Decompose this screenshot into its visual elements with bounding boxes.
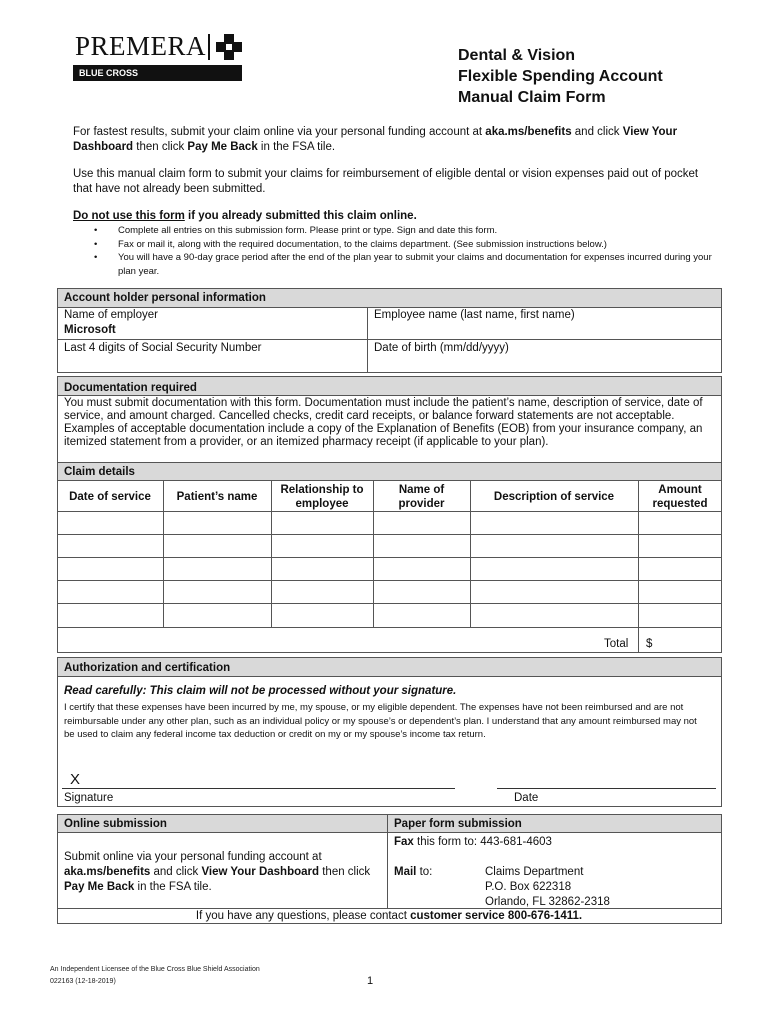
provider-cell[interactable] (377, 537, 467, 555)
online-bold: View Your Dashboard (201, 866, 320, 878)
mail-label: Mail (394, 866, 417, 878)
signature-field[interactable] (86, 770, 452, 788)
rule (57, 288, 722, 289)
benefits-link[interactable]: aka.ms/benefits (485, 126, 572, 138)
employer-label: Name of employer (64, 309, 158, 321)
rule (57, 534, 722, 535)
rule (57, 923, 722, 924)
employer-value: Microsoft (64, 324, 116, 336)
date-of-service-cell[interactable] (61, 560, 160, 578)
list-item: • You will have a 90-day grace period after the end of the plan year to submit your claims and documentation for expenses incurred during your plan year. (94, 251, 714, 278)
provider-cell[interactable] (377, 583, 467, 601)
amount-cell[interactable] (642, 537, 718, 555)
rule (57, 288, 58, 373)
description-cell[interactable] (474, 560, 635, 578)
intro-paragraph-manual: Use this manual claim form to submit your claims for reimbursement of eligible dental or vision expenses paid out of pocket that have not already been submitted. (73, 168, 699, 195)
date-of-service-cell[interactable] (61, 606, 160, 625)
rule (163, 480, 164, 628)
rule (57, 652, 722, 653)
rule (721, 288, 722, 373)
online-text: then click (319, 866, 371, 878)
instructions-list (94, 224, 714, 278)
employee-name-label: Employee name (last name, first name) (374, 309, 575, 321)
date-label: Date (514, 792, 539, 804)
form-code: 022163 (12-18-2019) (50, 978, 116, 985)
rule (638, 480, 639, 653)
amount-cell[interactable] (642, 606, 718, 625)
form-title-line: Manual Claim Form (458, 89, 606, 106)
rule (57, 480, 722, 481)
intro-paragraph-online (73, 125, 713, 155)
rule (57, 372, 722, 373)
rule (373, 480, 374, 628)
rule (470, 480, 471, 628)
rule (57, 376, 58, 462)
rule (57, 806, 722, 807)
blue-cross-icon (215, 33, 243, 61)
rule (271, 480, 272, 628)
total-amount-field[interactable] (656, 634, 718, 650)
address-line: Claims Department (485, 866, 584, 878)
list-item: • Complete all entries on this submission form. Please print or type. Sign and date this form. (94, 224, 714, 238)
paper-submission-header: Paper form submission (394, 818, 522, 830)
logo-band: BLUE CROSS (73, 65, 242, 81)
relationship-cell[interactable] (275, 583, 370, 601)
customer-service-phone: customer service 800-676-1411. (410, 910, 583, 922)
intro-bold: Pay Me Back (187, 141, 258, 153)
patient-name-cell[interactable] (167, 583, 268, 601)
date-of-service-cell[interactable] (61, 537, 160, 555)
address-line: Orlando, FL 32862-2318 (485, 896, 610, 908)
amount-cell[interactable] (642, 514, 718, 532)
rule (57, 462, 58, 653)
form-title-line: Flexible Spending Account (458, 68, 663, 85)
mailing-address (485, 865, 610, 910)
licensee-note: An Independent Licensee of the Blue Cross Blue Shield Association (50, 966, 260, 973)
col-description: Description of service (493, 491, 615, 503)
patient-name-cell[interactable] (167, 606, 268, 625)
patient-name-cell[interactable] (167, 514, 268, 532)
signature-warning: Read carefully: This claim will not be processed without your signature. (64, 685, 457, 697)
col-provider-name: Name of provider (398, 484, 445, 510)
description-cell[interactable] (474, 514, 635, 532)
description-cell[interactable] (474, 583, 635, 601)
rule (721, 462, 722, 653)
rule (57, 557, 722, 558)
online-text: in the FSA tile. (134, 881, 212, 893)
provider-cell[interactable] (377, 606, 467, 625)
intro-text: then click (133, 141, 188, 153)
logo-wordmark: PREMERA (75, 31, 207, 61)
dob-label: Date of birth (mm/dd/yyyy) (374, 342, 509, 354)
warning-rest: if you already submitted this claim online. (184, 210, 417, 222)
form-title-line: Dental & Vision (458, 47, 576, 64)
address-line: P.O. Box 622318 (485, 881, 572, 893)
intro-bold: View Your Dashboard (73, 126, 678, 153)
list-item: • Fax or mail it, along with the required documentation, to the claims department. (See submission instructions below.) (94, 238, 714, 252)
rule (57, 580, 722, 581)
total-label: Total (604, 638, 629, 650)
patient-name-cell[interactable] (167, 537, 268, 555)
benefits-link[interactable]: aka.ms/benefits (64, 866, 151, 878)
ssn-label: Last 4 digits of Social Security Number (64, 342, 262, 354)
description-cell[interactable] (474, 537, 635, 555)
warning-underlined: Do not use this form (73, 210, 185, 222)
date-of-service-cell[interactable] (61, 514, 160, 532)
col-relationship: Relationship to employee (280, 484, 364, 510)
rule (57, 395, 722, 396)
rule (57, 603, 722, 604)
col-patient-name: Patient’s name (176, 491, 258, 503)
do-not-use-warning (73, 209, 713, 224)
authorization-header: Authorization and certification (64, 662, 231, 674)
rule (57, 511, 722, 512)
rule (387, 814, 388, 908)
signature-label: Signature (64, 792, 114, 804)
online-bold: Pay Me Back (64, 881, 135, 893)
certification-text: I certify that these expenses have been incurred by me, my spouse, or my eligible dependent. The expenses have not been reimbursed and are not reimbursable under any other plan, such as an individual policy or my spouse’s or dependent’s plan. I understand that any amount reimbursed may not be used to claim any federal income tax deduction or credit on my or my spouse’s income tax return. (64, 702, 697, 740)
rule (57, 307, 722, 308)
date-of-service-cell[interactable] (61, 583, 160, 601)
employee-name-field[interactable] (374, 323, 714, 338)
patient-name-cell[interactable] (167, 560, 268, 578)
fax-label: Fax (394, 836, 414, 848)
amount-cell[interactable] (642, 560, 718, 578)
rule (57, 657, 58, 807)
dob-field[interactable] (374, 356, 714, 370)
online-text: Submit online via your personal funding account at (64, 851, 322, 863)
col-amount: Amount requested (652, 484, 708, 510)
online-submission-text (64, 850, 382, 895)
rule (57, 832, 722, 833)
account-section-header: Account holder personal information (64, 292, 266, 304)
amount-cell[interactable] (642, 583, 718, 601)
questions-text: If you have any questions, please contact (195, 910, 411, 922)
documentation-header: Documentation required (64, 382, 197, 394)
page-number: 1 (367, 975, 374, 987)
date-line (497, 788, 716, 789)
claims-header-bg (57, 463, 721, 480)
rule (57, 676, 722, 677)
date-field[interactable] (500, 770, 714, 788)
fax-instruction (394, 835, 552, 849)
intro-text: For fastest results, submit your claim online via your personal funding account at (73, 126, 486, 138)
online-submission-header: Online submission (64, 818, 167, 830)
ssn-field[interactable] (64, 356, 364, 370)
relationship-cell[interactable] (275, 560, 370, 578)
rule (57, 627, 722, 628)
intro-text: and click (571, 126, 623, 138)
rule (57, 339, 722, 340)
provider-cell[interactable] (377, 560, 467, 578)
signature-x-mark: X (70, 771, 81, 788)
form-title (458, 45, 663, 108)
relationship-cell[interactable] (275, 606, 370, 625)
intro-text: in the FSA tile. (257, 141, 336, 153)
col-date-of-service: Date of service (69, 491, 151, 503)
rule (367, 307, 368, 373)
fax-number: this form to: 443-681-4603 (413, 836, 552, 848)
provider-cell[interactable] (377, 514, 467, 532)
claims-section-header: Claim details (64, 466, 135, 478)
relationship-cell[interactable] (275, 537, 370, 555)
rule (721, 657, 722, 807)
total-currency: $ (646, 638, 653, 650)
mail-to: to: (416, 866, 433, 878)
rule (721, 376, 722, 462)
customer-service-note (57, 909, 721, 923)
signature-line (62, 788, 455, 789)
documentation-body: You must submit documentation with this form. Documentation must include the patient’s name, description of service, date of service, and amount charged. Cancelled checks, credit card receipts, or balance forward statements are not acceptable. Examples of acceptable documentation include a copy of the Explanation of Benefits (EOB) from your insurance company, an itemized statement from a provider, or an itemized pharmacy receipt (if applicable to your plan). (64, 397, 703, 448)
relationship-cell[interactable] (275, 514, 370, 532)
description-cell[interactable] (474, 606, 635, 625)
online-text: and click (150, 866, 202, 878)
mail-instruction (394, 865, 432, 879)
logo-divider (208, 34, 210, 60)
